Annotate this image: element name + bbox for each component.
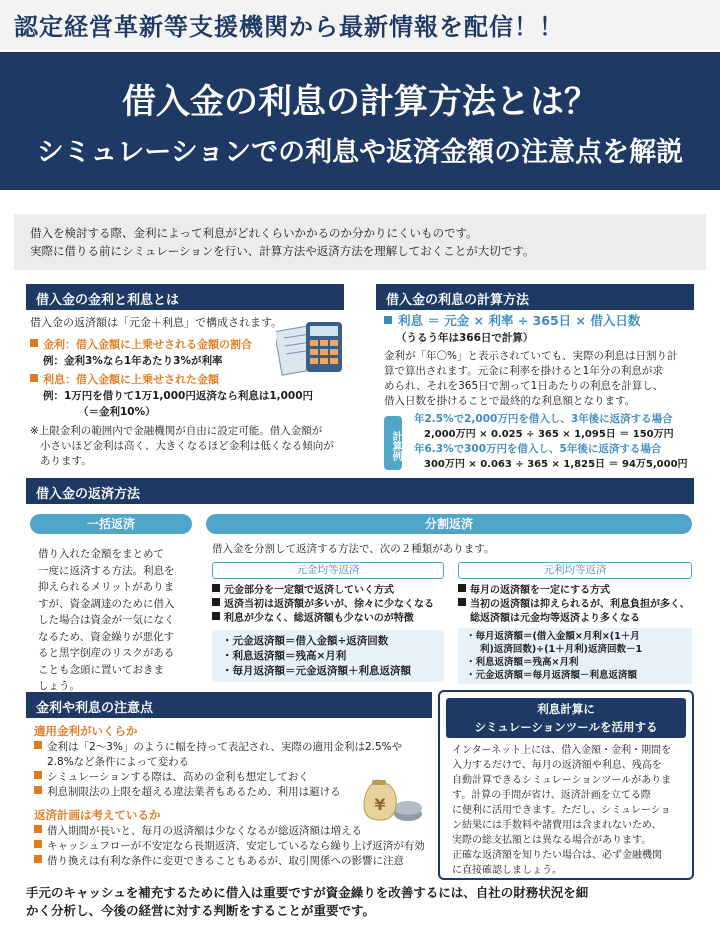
banner-text: 認定経営革新等支援機関から最新情報を配信！！ (14, 13, 564, 41)
equal-formula-text: 利息返済額＝残高×月利 (475, 657, 579, 668)
calc-formula (384, 312, 704, 330)
principal-formula-text: 毎月返済額＝元金返済額＋利息返済額 (232, 665, 411, 677)
caution-item (34, 740, 434, 755)
caution-sub-1: 適用金利がいくらか (34, 724, 138, 738)
svg-text:¥: ¥ (374, 795, 386, 814)
example-2-title: 年6.3%で300万円を借入し、5年後に返済する場合 (414, 443, 662, 455)
intro-box (14, 214, 706, 270)
lump-line: 一度に返済する方法。利息を (38, 564, 175, 577)
principal-bullet-text: 利息が少なく、総返済額も少ないのが特徴 (224, 613, 414, 624)
equal-label-text: 元利均等返済 (543, 564, 607, 576)
footer-text (26, 884, 706, 920)
caution-item (34, 824, 434, 839)
title-block (0, 52, 720, 190)
tool-box (438, 690, 694, 880)
calc-body-4: 借入日数を掛けることで最終的な利息額となります。 (384, 395, 636, 407)
equal-formula: ・元金返済額＝毎月返済額－利息返済額 (466, 670, 638, 681)
repay-section-heading: 借入金の返済方法 (26, 478, 694, 504)
lump-line: ことも念頭に置いておきま (38, 663, 164, 676)
tool-line: に直接確認しましょう。 (452, 865, 562, 876)
calc-body-1: 金利が「年〇%」と表示されていても、実際の利息は日割り計 (384, 350, 678, 362)
calc-section-body (384, 312, 704, 409)
calc-body-3: められ、それを365日で割って1日あたりの利息を計算し、 (384, 380, 664, 392)
principal-formula: ・元金返済額＝借入金額÷返済回数 (222, 635, 389, 647)
equal-formula: ・毎月返済額＝(借入金額×月利×(1＋月 (466, 631, 640, 642)
tool-line: す。計算の手間が省け、返済計画を立てる際 (452, 790, 651, 801)
tool-line: に便利に活用できます。ただし、シミュレーショ (452, 805, 671, 816)
rate-section-heading: 借入金の金利と利息とは (26, 284, 344, 310)
equal-formula-text: 毎月返済額＝(借入金額×月利×(1＋月 (475, 631, 640, 642)
caution-item-text: 借入期間が長いと、毎月の返済額は少なくなるが総返済額は増える (47, 825, 362, 837)
split-lead: 借入金を分割して返済する方法で、次の２種類があります。 (212, 543, 495, 555)
principal-bullets (212, 584, 452, 626)
equal-bullet-text: 総返済額は元金均等返済より多くなる (470, 613, 640, 624)
lump-line: しょう。 (38, 680, 80, 692)
footer-line-1: 手元のキャッシュを補充するために借入は重要ですが資金繰りを改善するには、自社の財務状況を細 (26, 885, 589, 900)
footer-line-2: かく分析し、今後の経営に対する判断をすることが重要です。 (26, 903, 376, 918)
principal-label-text: 元金均等返済 (296, 564, 360, 576)
top-banner (0, 0, 720, 50)
calc-formula-text: 利息 ＝ 元金 × 利率 ÷ 365日 × 借入日数 (398, 313, 641, 328)
equal-formulas (458, 628, 692, 684)
intro-line-2: 実際に借りる前にシミュレーションを行い、計算方法や返済方法を理解しておくことが大切です。 (30, 244, 535, 258)
lump-line: 借り入れた金額をまとめて (38, 548, 164, 560)
calc-example-label (384, 416, 402, 470)
rate-note-3: あります。 (40, 455, 92, 467)
split-label: 分割返済 (206, 514, 692, 534)
caution-item-text: キャッシュフローが不安定なら長期返済、安定しているなら繰り上げ返済が有効 (47, 840, 425, 852)
rate-item-2-example-2: （＝金利10%） (78, 406, 156, 418)
caution-item-text: 利息制限法の上限を超える違法業者もあるため、利用は避ける (47, 786, 341, 798)
tool-heading (446, 698, 686, 738)
tool-line: 正確な返済額を知りたい場合は、必ず金融機関 (452, 850, 662, 861)
tool-line: 自動計算できるシミュレーションツールがありま (452, 775, 672, 786)
principal-bullet (212, 612, 452, 626)
calculator-icon (276, 318, 346, 376)
caution-item-text: 借り換えは有利な条件に変更できることもあるが、取引関係への影響に注意 (47, 855, 404, 867)
equal-label (458, 562, 692, 579)
principal-formula: ・毎月返済額＝元金返済額＋利息返済額 (222, 665, 411, 677)
equal-formula: ・利息返済額＝残高×月利 (466, 657, 579, 668)
equal-formula-text: 元金返済額＝毎月返済額－利息返済額 (475, 670, 638, 681)
lump-line: なるため、資金繰りが悪化す (38, 630, 175, 643)
tool-heading-1: 利息計算に (537, 702, 595, 716)
principal-bullet-text: 返済当初は返済額が多いが、徐々に少なくなる (224, 599, 434, 610)
caution-section-heading: 金利や利息の注意点 (26, 692, 432, 718)
calc-example-label-text: 計算例 (390, 430, 401, 461)
caution-item-text: 2.8%など条件によって変わる (47, 756, 190, 768)
caution-item (34, 854, 434, 869)
lump-line: 抑えられるメリットがありま (38, 581, 175, 593)
caution-item (34, 755, 434, 770)
calc-formula-note: （うるう年は366日で計算） (396, 332, 534, 344)
caution-item-text: シミュレーションする際は、高めの金利も想定しておく (47, 771, 309, 783)
intro-line-1: 借入を検討する際、金利によって利息がどれくらいかかるのか分かりにくいものです。 (30, 226, 478, 240)
example-1-calc: 2,000万円 × 0.025 ÷ 365 × 1,095日 ＝ 150万円 (424, 429, 674, 440)
principal-formulas (212, 630, 444, 682)
lump-sum-text (38, 546, 198, 695)
page-subtitle: シミュレーションでの利息や返済金額の注意点を解説 (36, 137, 684, 168)
rate-item-1-title: 金利：借入金額に上乗せされる金額の割合 (43, 338, 252, 351)
principal-label (212, 562, 444, 579)
equal-formula-text: 利)返済回数)÷(1＋月利)返済回数－1 (480, 644, 643, 655)
lump-line: ると黒字倒産のリスクがある (38, 647, 175, 659)
tool-line: 入力するだけで、毎月の返済額や利息、残高を (452, 760, 662, 771)
equal-bullets (458, 584, 708, 626)
page-title: 借入金の利息の計算方法とは？ (122, 82, 598, 122)
tool-heading-2: シミュレーションツールを活用する (474, 720, 658, 734)
example-1-title: 年2.5%で2,000万円を借入し、3年後に返済する場合 (414, 413, 673, 425)
caution-item (34, 839, 434, 854)
lump-line: した場合は資金が一気になく (38, 614, 175, 626)
tool-line: インターネット上には、借入金額・金利・期間を (452, 745, 672, 756)
rate-item-2-title: 利息：借入金額に上乗せされた金額 (43, 373, 219, 386)
tool-line: 実際の総支払額とは異なる場合があります。 (452, 835, 652, 846)
example-2-calc: 300万円 × 0.063 ÷ 365 × 1,825日 ＝ 94万5,000円 (424, 459, 688, 470)
principal-bullet (212, 598, 452, 612)
rate-note-2: 小さいほど金利は高く、大きくなるほど金利は低くなる傾向が (40, 440, 334, 452)
rate-item-1-example: 例：金利3%なら1年あたり3%が利率 (43, 355, 223, 367)
lump-line: すが、資金調達のために借入 (38, 597, 175, 610)
principal-formula: ・利息返済額＝残高×月利 (222, 650, 347, 662)
principal-formula-text: 元金返済額＝借入金額÷返済回数 (232, 635, 389, 647)
equal-formula (466, 643, 684, 656)
principal-formula-text: 利息返済額＝残高×月利 (232, 650, 347, 662)
caution-item-text: 金利は「2～3%」のように幅を持って表記され、実際の適用金利は2.5%や (47, 741, 403, 753)
money-bag-icon (358, 770, 424, 824)
tool-body (440, 738, 692, 878)
rate-item-2-example: 例：1万円を借りて1万1,000円返済なら利息は1,000円 (43, 390, 314, 402)
equal-bullet-text: 毎月の返済額を一定にする方式 (470, 585, 610, 596)
principal-bullet (212, 584, 452, 598)
calc-examples (414, 412, 706, 472)
rate-lead: 借入金の返済額は「元金＋利息」で構成されます。 (30, 316, 283, 329)
rate-note-1: ※上限金利の範囲内で金融機関が自由に設定可能。借入金額が (30, 425, 323, 437)
equal-bullet (458, 598, 708, 612)
calc-section-heading: 借入金の利息の計算方法 (376, 284, 694, 310)
tool-line: ン結果には手数料や諸費用は含まれないため、 (452, 820, 662, 831)
principal-bullet-text: 元金部分を一定額で返済していく方式 (224, 585, 394, 596)
caution-sub-2: 返済計画は考えているか (34, 808, 161, 822)
lump-sum-label: 一括返済 (30, 514, 192, 534)
equal-bullet (458, 612, 708, 626)
calc-body-2: 算で算出されます。元金に利率を掛けると1年分の利息が求 (384, 365, 663, 377)
equal-bullet-text: 当初の返済額は抑えられるが、利息負担が多く、 (470, 599, 690, 610)
equal-bullet (458, 584, 708, 598)
